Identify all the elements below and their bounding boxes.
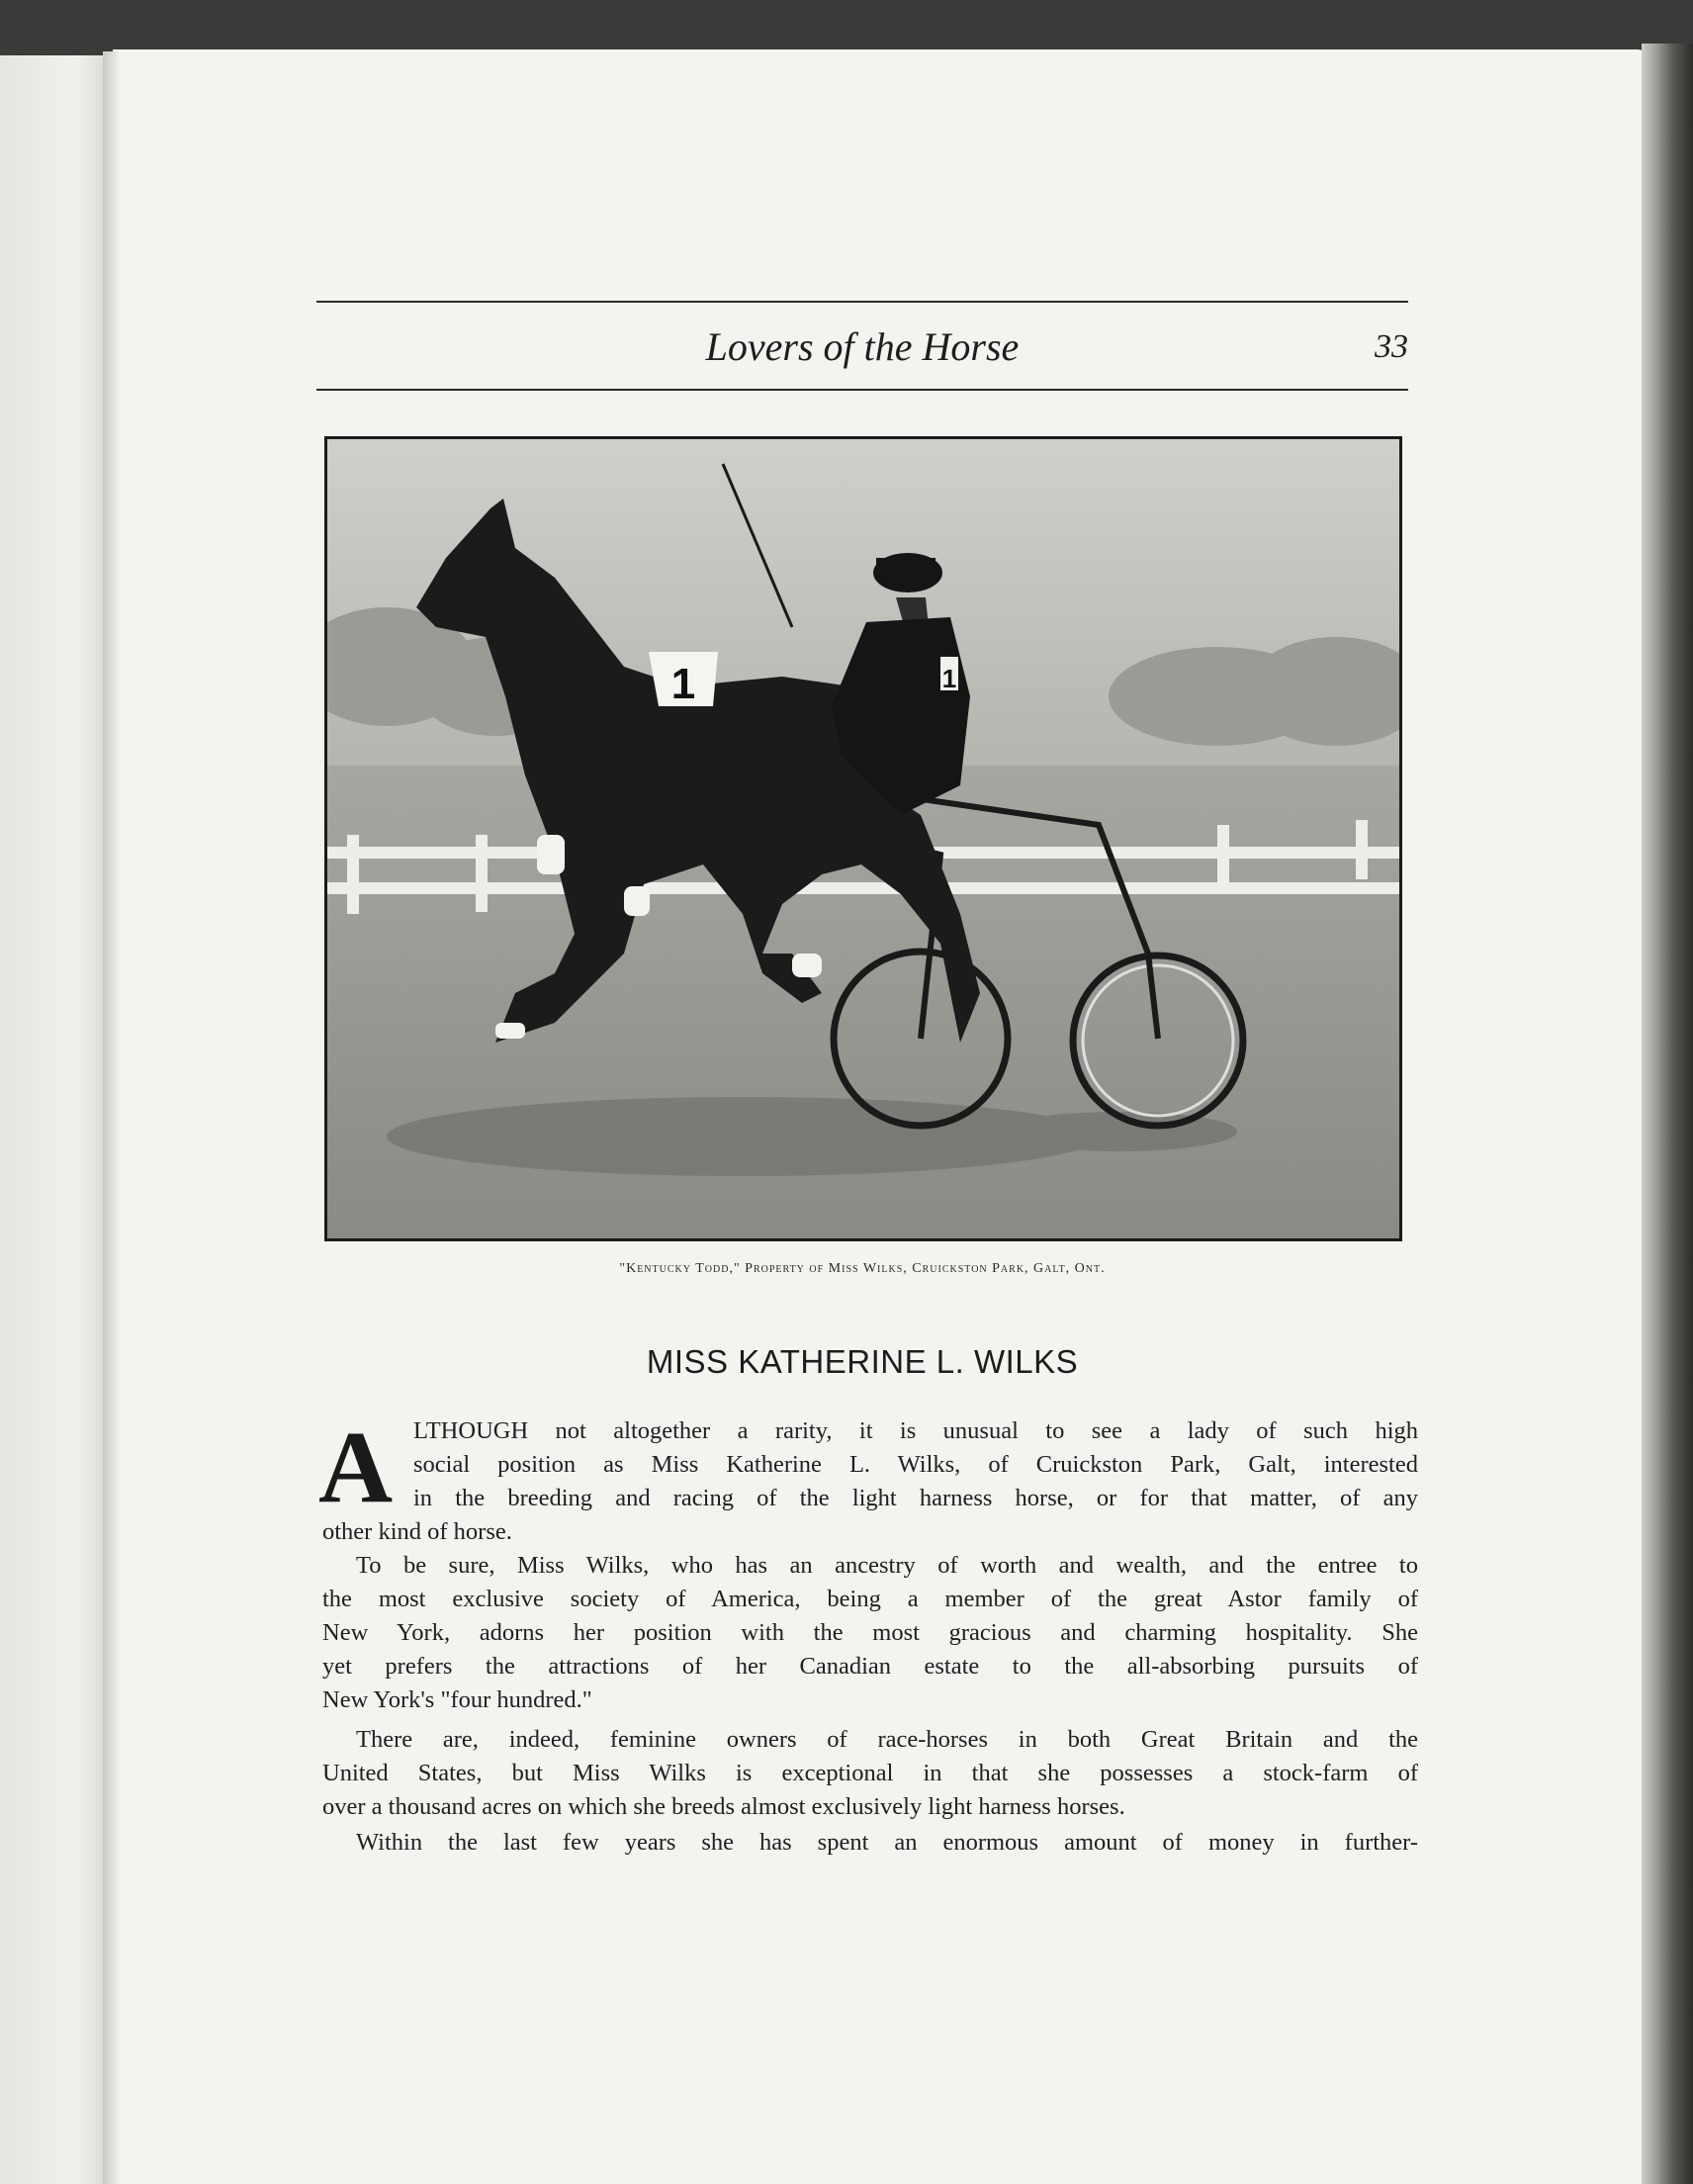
body-line-5: To be sure, Miss Wilks, who has an ancestry of worth and wealth, and the entree to	[356, 1552, 1418, 1579]
saddle-number: 1	[670, 660, 696, 708]
left-page-edge	[0, 55, 114, 2184]
header-rule-top	[316, 301, 1408, 303]
drop-cap: A	[318, 1410, 394, 1524]
body-line-6: the most exclusive society of America, being a member of the great Astor family of	[322, 1586, 1418, 1612]
horse-photograph	[324, 436, 1402, 1241]
body-line-12: over a thousand acres on which she breeds almost exclusively light harness horses.	[322, 1793, 1125, 1820]
sleeve-number: 1	[941, 664, 957, 693]
header-rule-bottom	[316, 389, 1408, 391]
body-line-7: New York, adorns her position with the most gracious and charming hospitality. She	[322, 1619, 1418, 1646]
page-gutter	[103, 51, 119, 2184]
body-line-2: social position as Miss Katherine L. Wilks, of Cruickston Park, Galt, interested	[413, 1451, 1418, 1478]
body-line-13: Within the last few years she has spent an enormous amount of money in further-	[356, 1829, 1418, 1856]
body-line-11: United States, but Miss Wilks is exceptional in that she possesses a stock-farm of	[322, 1760, 1418, 1786]
body-line-3: in the breeding and racing of the light harness horse, or for that matter, of any	[413, 1485, 1418, 1511]
page-stack-edge	[1642, 44, 1693, 2184]
body-line-10: There are, indeed, feminine owners of race-horses in both Great Britain and the	[356, 1726, 1418, 1753]
article-heading: MISS KATHERINE L. WILKS	[646, 1343, 1079, 1380]
body-line-8: yet prefers the attractions of her Canadian estate to the all-absorbing pursuits of	[322, 1653, 1418, 1680]
body-line-4: other kind of horse.	[322, 1518, 512, 1545]
running-title: Lovers of the Horse	[705, 324, 1020, 369]
photo-caption: "Kentucky Todd," Property of Miss Wilks, Cruickston Park, Galt, Ont.	[619, 1261, 1106, 1276]
body-line-9: New York's "four hundred."	[322, 1686, 592, 1713]
saddle-cloth	[649, 652, 718, 708]
body-line-1: LTHOUGH not altogether a rarity, it is unusual to see a lady of such high	[413, 1417, 1418, 1444]
page-number: 33	[1375, 328, 1408, 365]
